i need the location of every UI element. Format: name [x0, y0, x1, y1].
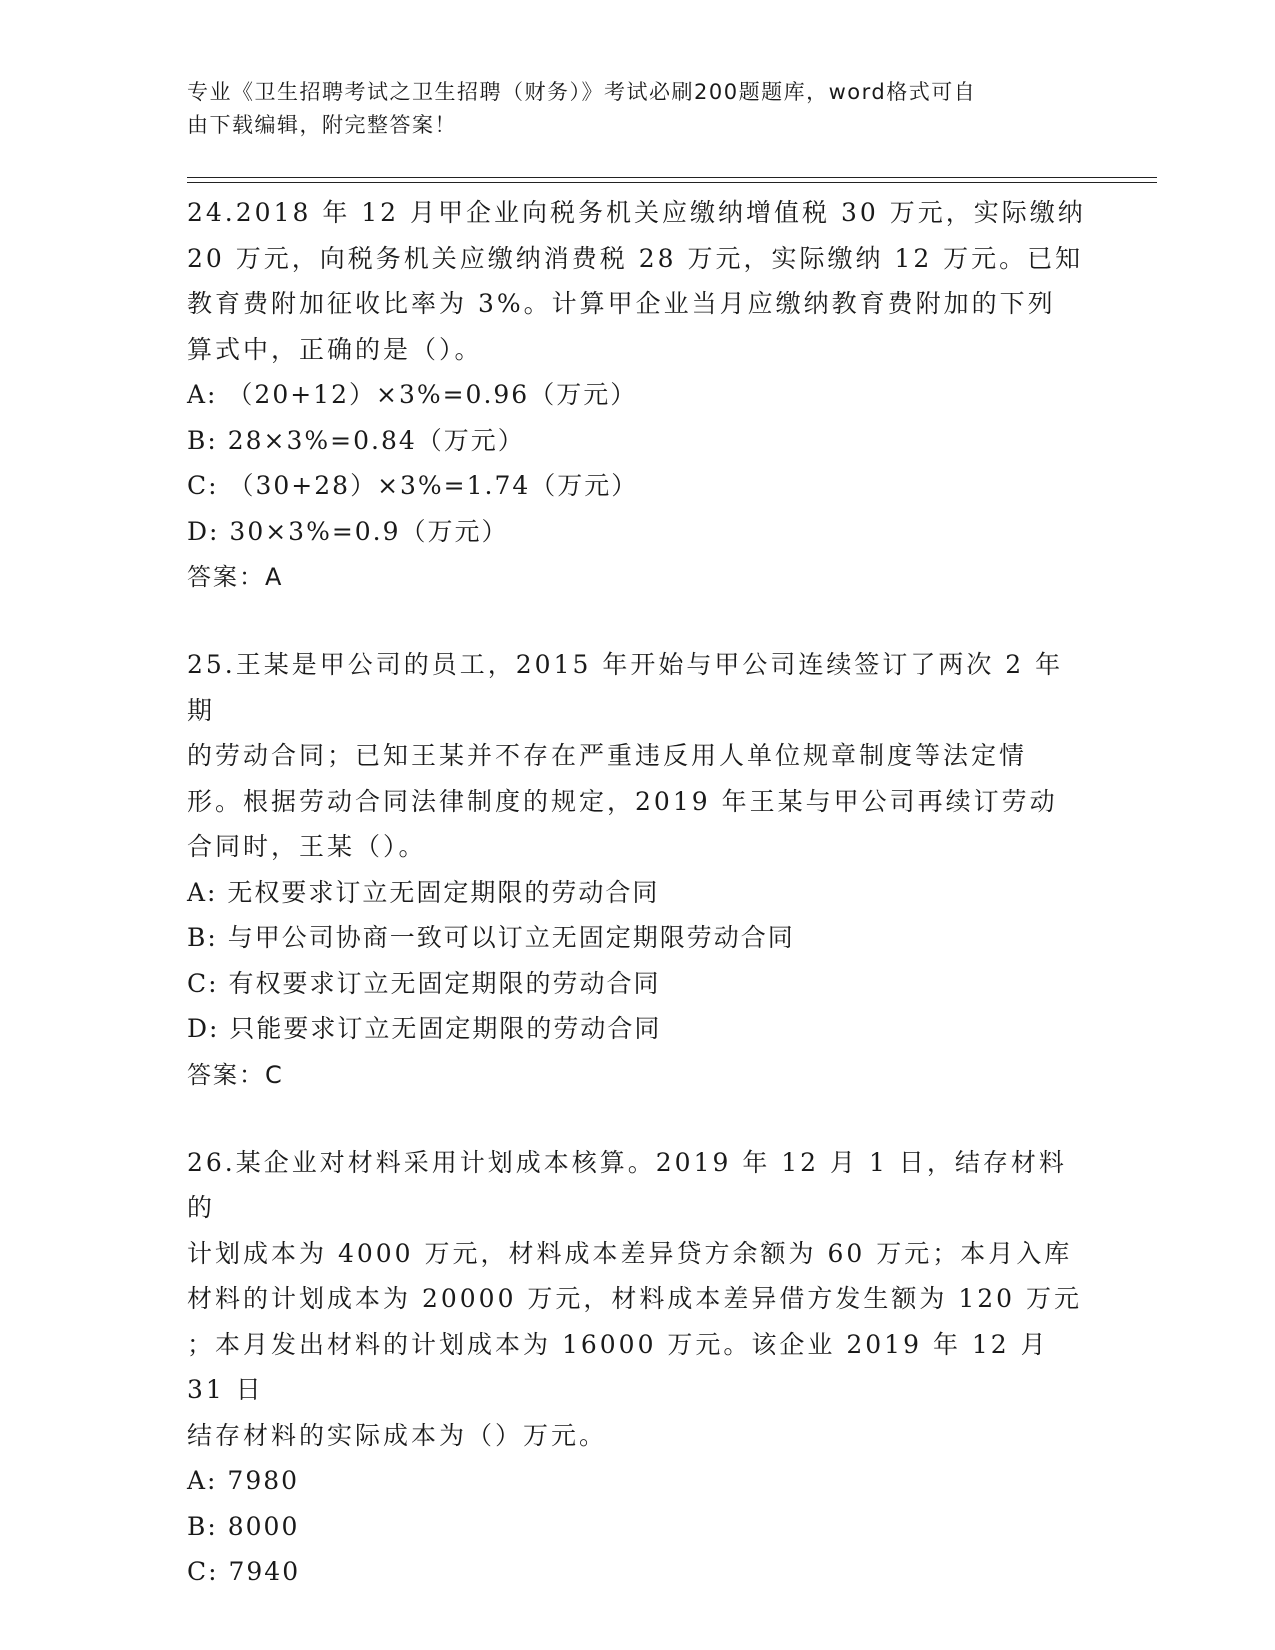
question-text-line: 计划成本为 4000 万元，材料成本差异贷方余额为 60 万元；本月入库: [187, 1238, 1073, 1268]
option-b: B: 28×3%=0.84（万元）: [187, 425, 525, 455]
header-divider-top: [187, 177, 1157, 178]
option-a: A: 7980: [187, 1466, 300, 1495]
option-c: C: （30+28）×3%=1.74（万元）: [187, 471, 639, 500]
question-text: [187, 642, 1087, 870]
question-text-line: 26.某企业对材料采用计划成本核算。2019 年 12 月 1 日，结存材料的: [187, 1147, 1067, 1222]
answer-label: 答案：C: [187, 1060, 284, 1089]
question-26: [187, 1140, 1087, 1595]
header-line-1: 专业《卫生招聘考试之卫生招聘（财务）》考试必刷200题题库，word格式可自: [187, 80, 977, 104]
question-text-line: 20 万元，向税务机关应缴纳消费税 28 万元，实际缴纳 12 万元。已知: [187, 243, 1084, 273]
option-a: A: （20+12）×3%=0.96（万元）: [187, 380, 638, 409]
option-d: D: 30×3%=0.9（万元）: [187, 516, 509, 546]
question-text-line: 材料的计划成本为 20000 万元，材料成本差异借方发生额为 120 万元: [187, 1284, 1083, 1313]
question-text-line: 形。根据劳动合同法律制度的规定，2019 年王某与甲公司再续订劳动: [187, 786, 1058, 816]
document-header: [187, 76, 1067, 142]
question-text-line: ；本月发出材料的计划成本为 16000 万元。该企业 2019 年 12 月 31 日: [187, 1329, 1049, 1404]
question-text-line: 25.王某是甲公司的员工，2015 年开始与甲公司连续签订了两次 2 年期: [187, 650, 1064, 725]
option-c: C: 7940: [187, 1557, 301, 1586]
option-b: B: 与甲公司协商一致可以订立无固定期限劳动合同: [187, 923, 795, 952]
option-d: D: 只能要求订立无固定期限的劳动合同: [187, 1014, 662, 1043]
question-text-line: 结存材料的实际成本为（）万元。: [187, 1420, 608, 1450]
question-text-line: 算式中，正确的是（）。: [187, 334, 483, 364]
header-line-2: 由下载编辑，附完整答案！: [187, 113, 457, 137]
question-text: [187, 1140, 1087, 1459]
question-text-line: 24.2018 年 12 月甲企业向税务机关应缴纳增值税 30 万元，实际缴纳: [187, 198, 1086, 227]
question-text: [187, 190, 1087, 372]
answer-label: 答案：A: [187, 563, 284, 591]
option-c: C: 有权要求订立无固定期限的劳动合同: [187, 968, 661, 998]
option-a: A: 无权要求订立无固定期限的劳动合同: [187, 877, 660, 907]
option-b: B: 8000: [187, 1511, 300, 1541]
question-list: [187, 190, 1087, 1637]
question-text-line: 合同时，王某（）。: [187, 832, 427, 861]
question-24: [187, 190, 1087, 600]
question-25: [187, 642, 1087, 1098]
header-divider-bottom: [187, 182, 1157, 183]
question-text-line: 教育费附加征收比率为 3%。计算甲企业当月应缴纳教育费附加的下列: [187, 289, 1056, 318]
question-text-line: 的劳动合同；已知王某并不存在严重违反用人单位规章制度等法定情: [187, 741, 1028, 770]
